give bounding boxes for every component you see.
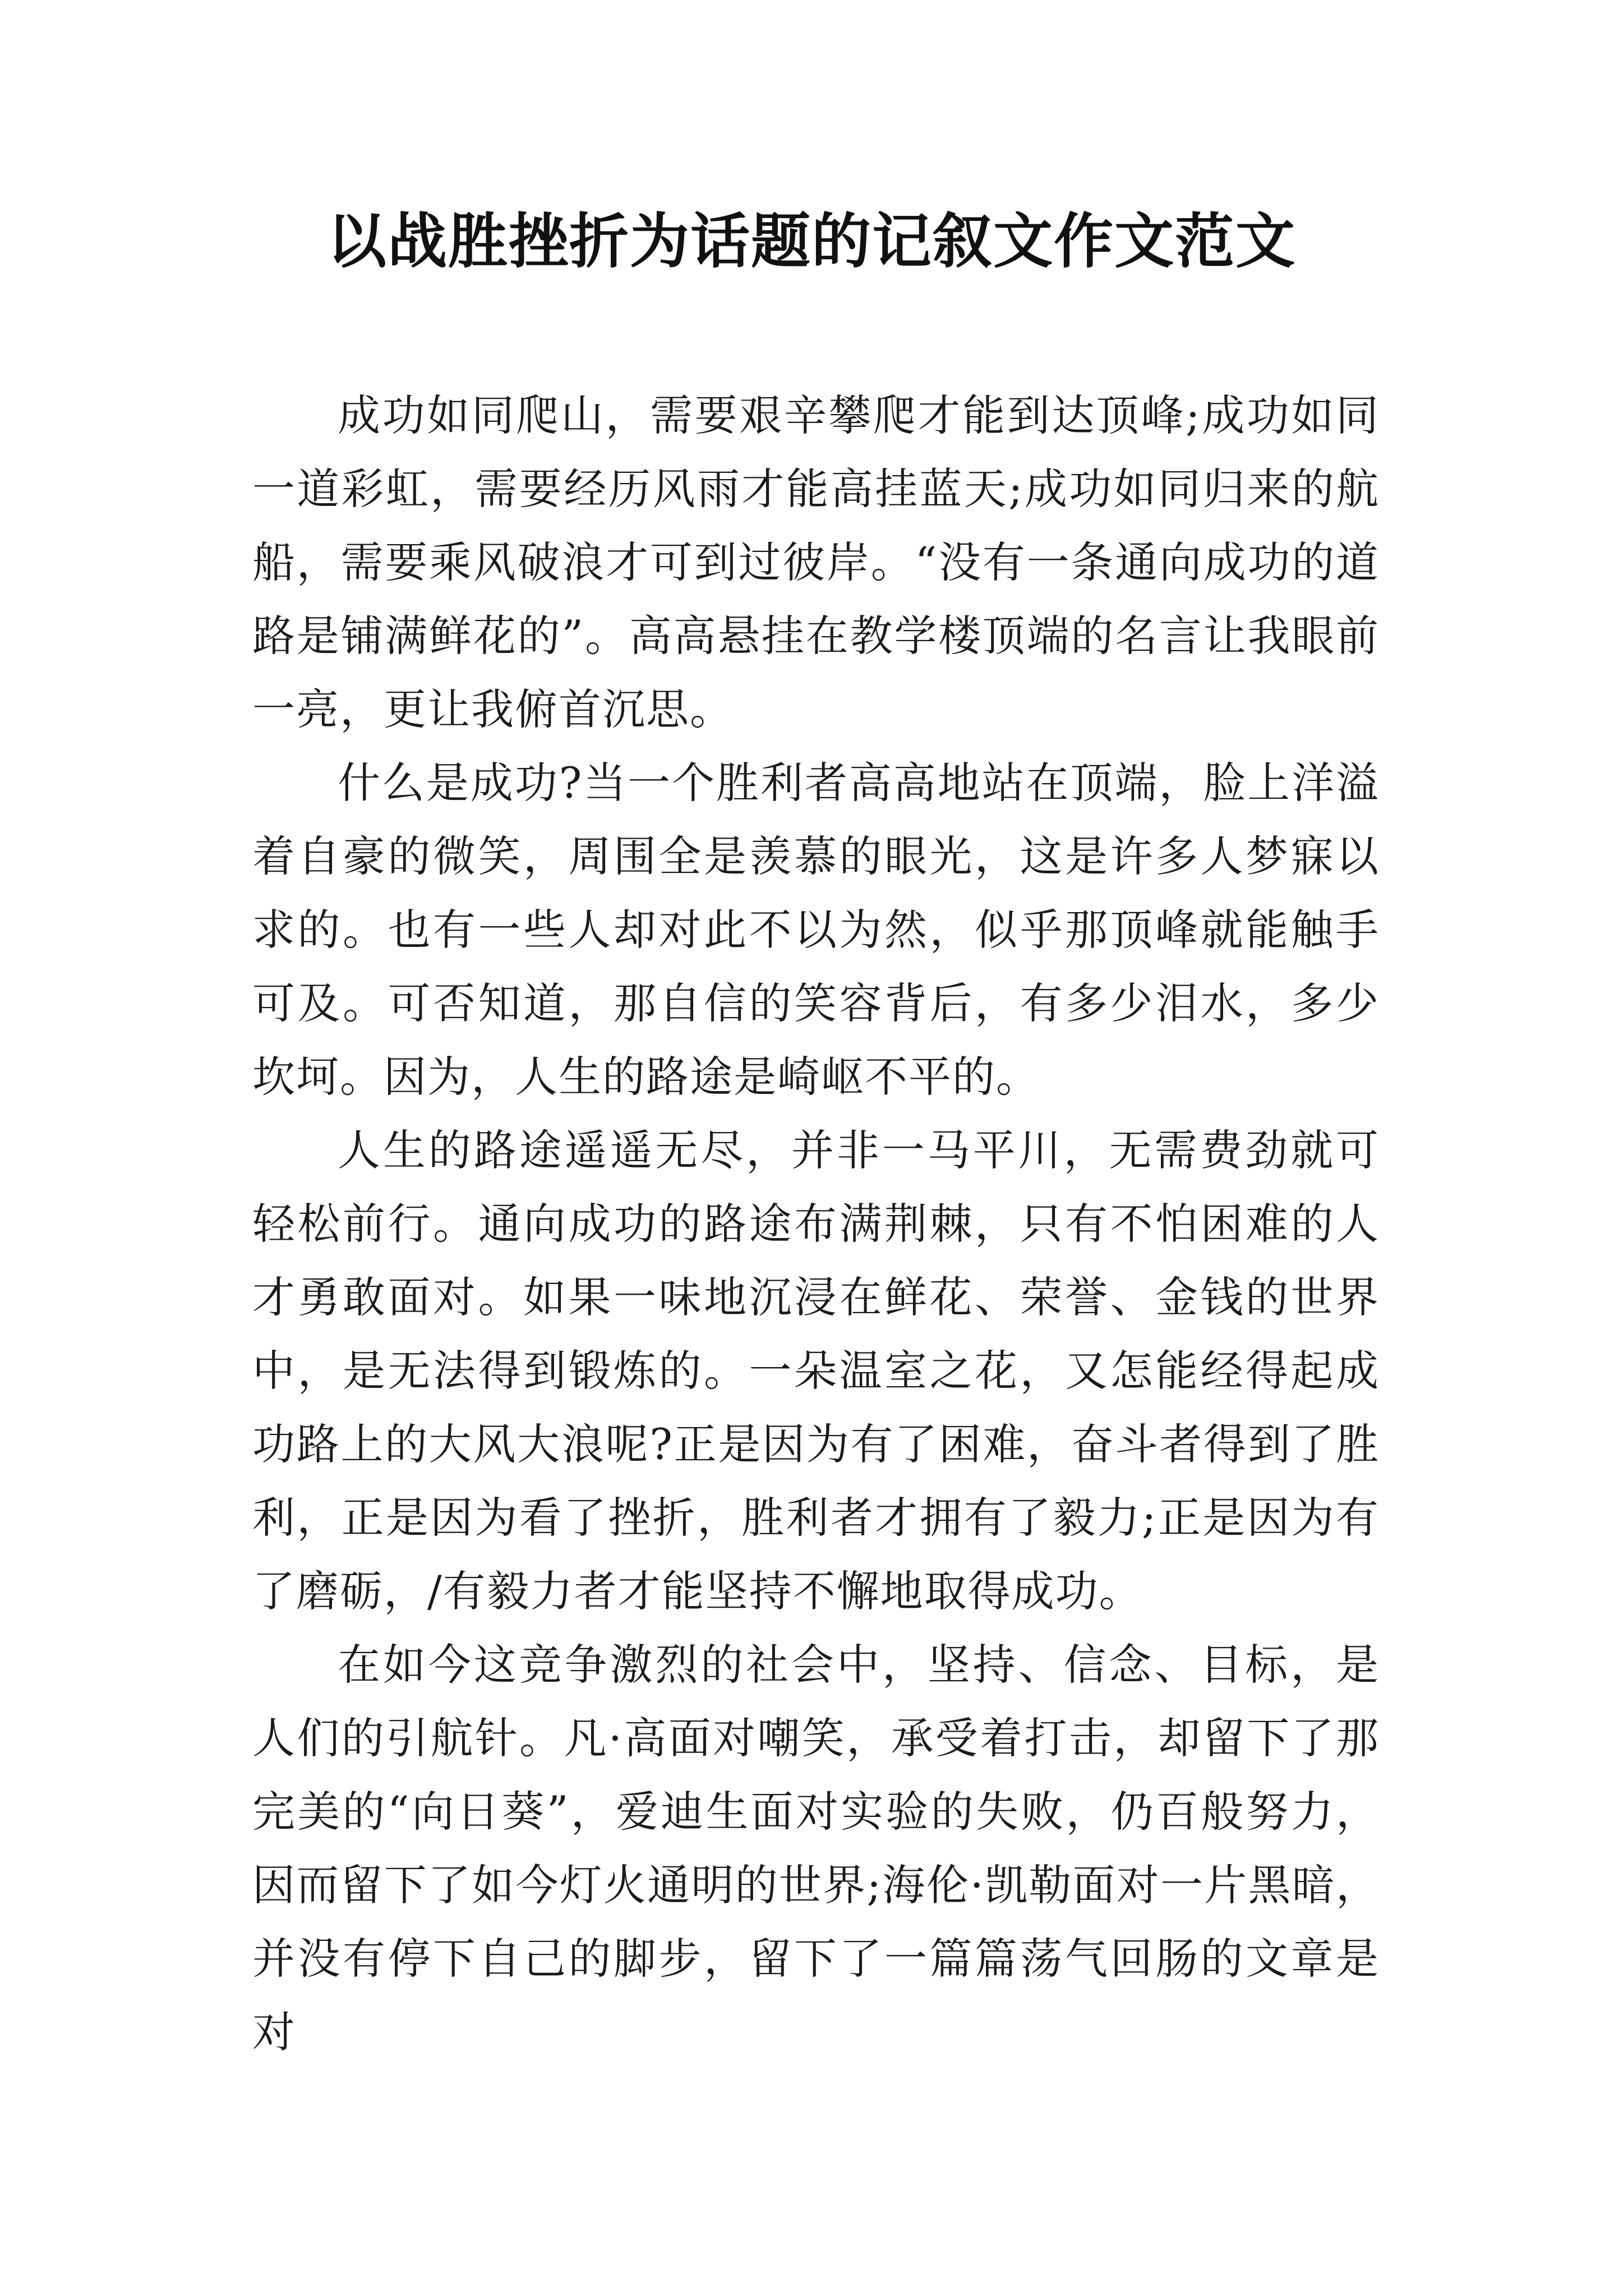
document-title: 以战胜挫折为话题的记叙文作文范文 [327,206,1296,276]
paragraph-3: 人生的路途遥遥无尽，并非一马平川，无需费劲就可轻松前行。通向成功的路途布满荆棘，只有不怕困难的人才勇敢面对。如果一味地沉浸在鲜花、荣誉、金钱的世界中，是无法得到锻炼的。一朵温室之花，又怎能经得起成功路上的大风大浪呢?正是因为有了困难，奋斗者得到了胜利，正是因为看了挫折，胜利者才拥有了毅力;正是因为有了磨砺，/有毅力者才能坚持不懈地取得成功。 [252,1125,1380,1616]
paragraph-2: 什么是成功?当一个胜利者高高地站在顶端，脸上洋溢着自豪的微笑，周围全是羡慕的眼光，这是许多人梦寐以求的。也有一些人却对此不以为然，似乎那顶峰就能触手可及。可否知道，那自信的笑容背后，有多少泪水，多少坎坷。因为，人生的路途是崎岖不平的。 [252,758,1380,1102]
paragraph-1: 成功如同爬山，需要艰辛攀爬才能到达顶峰;成功如同一道彩虹，需要经历风雨才能高挂蓝天;成功如同归来的航船，需要乘风破浪才可到过彼岸。“没有一条通向成功的道路是铺满鲜花的”。高高悬挂在教学楼顶端的名言让我眼前一亮，更让我俯首沉思。 [252,390,1380,734]
paragraph-4: 在如今这竞争激烈的社会中，坚持、信念、目标，是人们的引航针。凡·高面对嘲笑，承受着打击，却留下了那完美的“向日葵”，爱迪生面对实验的失败，仍百般努力，因而留下了如今灯火通明的世界;海伦·凯勒面对一片黑暗，并没有停下自己的脚步，留下了一篇篇荡气回肠的文章是对 [252,1640,1380,2057]
document-body [252,379,1380,2069]
